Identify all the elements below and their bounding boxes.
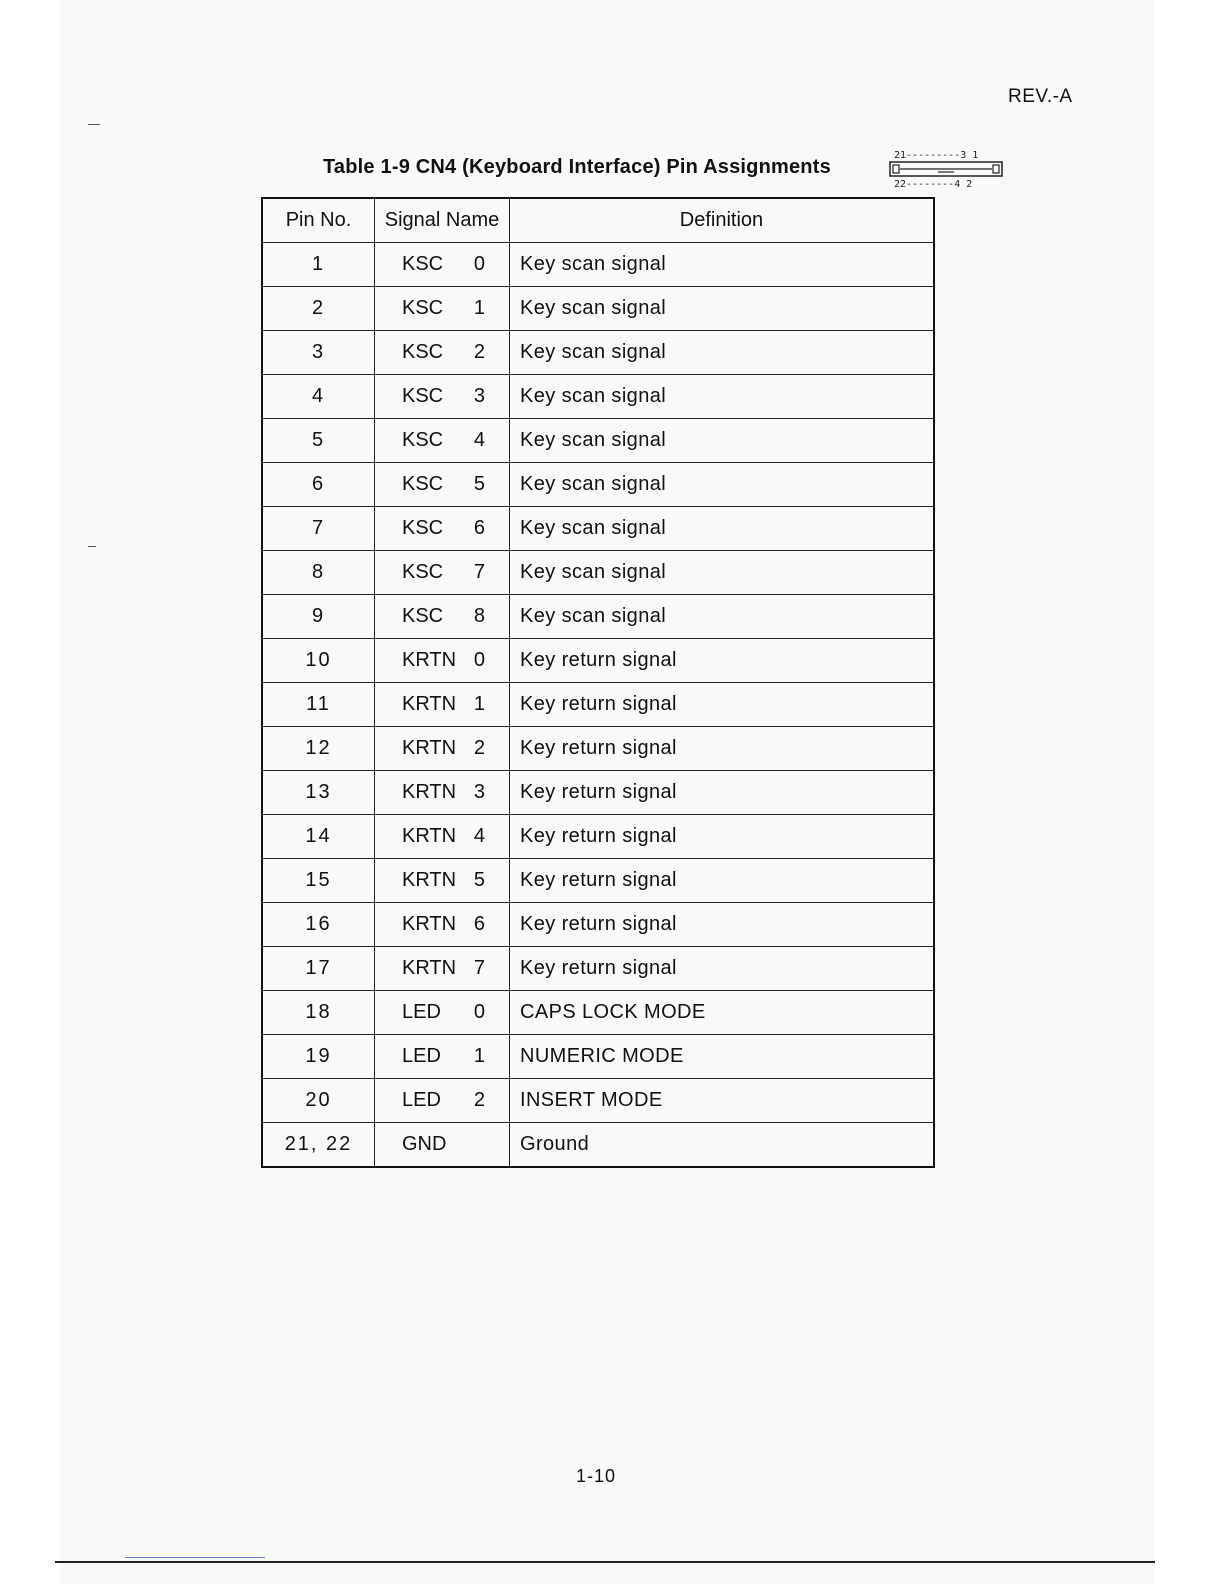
definition-cell bbox=[510, 463, 935, 507]
column-header-definition: Definition bbox=[510, 198, 935, 243]
signal-name: LED bbox=[402, 1001, 441, 1023]
signal-name: KRTN bbox=[402, 649, 457, 671]
definition-cell bbox=[510, 1035, 935, 1079]
definition-cell bbox=[510, 815, 935, 859]
pin-number: 5 bbox=[262, 419, 375, 463]
connector-icon bbox=[888, 148, 1006, 190]
column-header-signal: Signal Name bbox=[375, 198, 510, 243]
signal-cell bbox=[375, 859, 510, 903]
signal-index: 0 bbox=[473, 253, 485, 275]
table-row bbox=[262, 375, 934, 419]
signal-cell bbox=[375, 815, 510, 859]
signal-index bbox=[465, 1133, 485, 1156]
definition-cell bbox=[510, 947, 935, 991]
signal-cell bbox=[375, 727, 510, 771]
definition-cell bbox=[510, 903, 935, 947]
table-row bbox=[262, 595, 934, 639]
signal-name: KSC bbox=[402, 473, 444, 495]
signal-index: 2 bbox=[473, 1089, 485, 1111]
pin-number: 15 bbox=[262, 859, 375, 903]
table-row bbox=[262, 815, 934, 859]
pin-number: 1 bbox=[262, 243, 375, 287]
pin-number: 3 bbox=[262, 331, 375, 375]
signal-cell bbox=[375, 639, 510, 683]
table-row bbox=[262, 859, 934, 903]
signal-cell bbox=[375, 1079, 510, 1123]
signal-name: KRTN bbox=[402, 913, 457, 935]
signal-index: 3 bbox=[473, 385, 485, 407]
definition-text: INSERT MODE bbox=[520, 1089, 663, 1111]
definition-cell bbox=[510, 331, 935, 375]
table-body bbox=[262, 243, 934, 1168]
definition-text: Key return signal bbox=[520, 781, 677, 803]
signal-cell bbox=[375, 683, 510, 727]
definition-text: Key return signal bbox=[520, 913, 677, 935]
definition-cell bbox=[510, 859, 935, 903]
pin-number: 20 bbox=[262, 1079, 375, 1123]
definition-cell bbox=[510, 683, 935, 727]
table-row bbox=[262, 419, 934, 463]
table-row bbox=[262, 551, 934, 595]
pin-number: 12 bbox=[262, 727, 375, 771]
signal-index: 4 bbox=[473, 429, 485, 451]
definition-cell bbox=[510, 287, 935, 331]
definition-cell bbox=[510, 727, 935, 771]
table-row bbox=[262, 287, 934, 331]
signal-index: 1 bbox=[473, 693, 485, 715]
signal-name: KSC bbox=[402, 297, 444, 319]
pin-number: 21, 22 bbox=[262, 1123, 375, 1168]
column-header-pin: Pin No. bbox=[262, 198, 375, 243]
table-title: Table 1-9 CN4 (Keyboard Interface) Pin Assignments bbox=[323, 156, 831, 178]
definition-cell bbox=[510, 243, 935, 287]
definition-text: Key return signal bbox=[520, 649, 677, 671]
definition-text: Key scan signal bbox=[520, 253, 667, 275]
signal-cell bbox=[375, 595, 510, 639]
definition-text: Key scan signal bbox=[520, 605, 667, 627]
signal-cell bbox=[375, 551, 510, 595]
definition-cell bbox=[510, 1079, 935, 1123]
definition-cell bbox=[510, 771, 935, 815]
signal-index: 6 bbox=[473, 913, 485, 935]
pin-number: 19 bbox=[262, 1035, 375, 1079]
signal-cell bbox=[375, 991, 510, 1035]
pin-number: 18 bbox=[262, 991, 375, 1035]
definition-cell bbox=[510, 551, 935, 595]
table-row bbox=[262, 463, 934, 507]
signal-cell bbox=[375, 903, 510, 947]
signal-cell bbox=[375, 243, 510, 287]
pin-number: 10 bbox=[262, 639, 375, 683]
pin-number: 2 bbox=[262, 287, 375, 331]
signal-index: 5 bbox=[473, 473, 485, 495]
signal-cell bbox=[375, 419, 510, 463]
definition-text: Key return signal bbox=[520, 693, 677, 715]
signal-cell bbox=[375, 463, 510, 507]
signal-index: 3 bbox=[473, 781, 485, 803]
definition-text: Key return signal bbox=[520, 957, 677, 979]
signal-index: 8 bbox=[473, 605, 485, 627]
definition-cell bbox=[510, 1123, 935, 1168]
definition-cell bbox=[510, 595, 935, 639]
signal-name: KSC bbox=[402, 341, 444, 363]
signal-name: KRTN bbox=[402, 825, 457, 847]
signal-name: KRTN bbox=[402, 693, 457, 715]
signal-index: 4 bbox=[473, 825, 485, 847]
signal-index: 0 bbox=[473, 1001, 485, 1023]
pin-number: 9 bbox=[262, 595, 375, 639]
pin-number: 6 bbox=[262, 463, 375, 507]
signal-name: LED bbox=[402, 1089, 441, 1111]
signal-name: KSC bbox=[402, 517, 444, 539]
definition-text: Key scan signal bbox=[520, 385, 667, 407]
signal-cell bbox=[375, 287, 510, 331]
signal-cell bbox=[375, 1123, 510, 1168]
table-row bbox=[262, 1035, 934, 1079]
definition-cell bbox=[510, 507, 935, 551]
signal-name: KRTN bbox=[402, 869, 457, 891]
scan-speck bbox=[88, 124, 100, 125]
signal-index: 6 bbox=[473, 517, 485, 539]
signal-name: KSC bbox=[402, 253, 444, 275]
pin-number: 4 bbox=[262, 375, 375, 419]
signal-index: 5 bbox=[473, 869, 485, 891]
signal-cell bbox=[375, 375, 510, 419]
signal-index: 2 bbox=[473, 341, 485, 363]
connector-label-top: 21---------3 1 bbox=[894, 150, 979, 161]
definition-text: Key scan signal bbox=[520, 341, 667, 363]
table-row bbox=[262, 903, 934, 947]
pin-number: 16 bbox=[262, 903, 375, 947]
signal-name: KSC bbox=[402, 561, 444, 583]
table-row bbox=[262, 331, 934, 375]
signal-index: 0 bbox=[473, 649, 485, 671]
signal-name: KSC bbox=[402, 385, 444, 407]
signal-name: KSC bbox=[402, 429, 444, 451]
definition-text: Key return signal bbox=[520, 869, 677, 891]
definition-text: Key return signal bbox=[520, 825, 677, 847]
revision-label: REV.-A bbox=[1008, 86, 1073, 107]
signal-index: 7 bbox=[473, 561, 485, 583]
signal-cell bbox=[375, 507, 510, 551]
pin-number: 7 bbox=[262, 507, 375, 551]
bottom-accent-line bbox=[125, 1557, 265, 1558]
table-row bbox=[262, 771, 934, 815]
definition-text: NUMERIC MODE bbox=[520, 1045, 684, 1067]
pin-number: 11 bbox=[262, 683, 375, 727]
table-row bbox=[262, 727, 934, 771]
definition-cell bbox=[510, 375, 935, 419]
table-row bbox=[262, 991, 934, 1035]
definition-text: Key scan signal bbox=[520, 297, 667, 319]
definition-text: Key scan signal bbox=[520, 517, 667, 539]
definition-cell bbox=[510, 639, 935, 683]
signal-name: LED bbox=[402, 1045, 441, 1067]
definition-text: CAPS LOCK MODE bbox=[520, 1001, 706, 1023]
signal-cell bbox=[375, 947, 510, 991]
signal-name: KRTN bbox=[402, 957, 457, 979]
page-number: 1-10 bbox=[576, 1466, 617, 1486]
connector-label-bottom: 22--------4 2 bbox=[894, 179, 973, 190]
table-row bbox=[262, 1079, 934, 1123]
table-row bbox=[262, 243, 934, 287]
pin-number: 17 bbox=[262, 947, 375, 991]
signal-cell bbox=[375, 331, 510, 375]
signal-name: KRTN bbox=[402, 737, 457, 759]
pin-assignment-table bbox=[261, 197, 935, 1168]
definition-text: Key scan signal bbox=[520, 561, 667, 583]
pin-number: 8 bbox=[262, 551, 375, 595]
pin-number: 13 bbox=[262, 771, 375, 815]
definition-text: Ground bbox=[520, 1133, 590, 1155]
table-header-row bbox=[262, 198, 934, 243]
signal-index: 1 bbox=[473, 297, 485, 319]
signal-name: KRTN bbox=[402, 781, 457, 803]
table-row bbox=[262, 639, 934, 683]
definition-cell bbox=[510, 419, 935, 463]
definition-text: Key return signal bbox=[520, 737, 677, 759]
definition-text: Key scan signal bbox=[520, 429, 667, 451]
signal-name: KSC bbox=[402, 605, 444, 627]
table-row bbox=[262, 947, 934, 991]
bottom-rule bbox=[55, 1561, 1155, 1563]
signal-index: 1 bbox=[473, 1045, 485, 1067]
pin-number: 14 bbox=[262, 815, 375, 859]
table-row bbox=[262, 507, 934, 551]
signal-index: 2 bbox=[473, 737, 485, 759]
signal-name: GND bbox=[402, 1133, 447, 1155]
connector-diagram bbox=[888, 148, 1006, 190]
table-row bbox=[262, 1123, 934, 1168]
definition-text: Key scan signal bbox=[520, 473, 667, 495]
signal-cell bbox=[375, 1035, 510, 1079]
scan-speck bbox=[88, 546, 96, 547]
table-row bbox=[262, 683, 934, 727]
signal-cell bbox=[375, 771, 510, 815]
signal-index: 7 bbox=[473, 957, 485, 979]
definition-cell bbox=[510, 991, 935, 1035]
